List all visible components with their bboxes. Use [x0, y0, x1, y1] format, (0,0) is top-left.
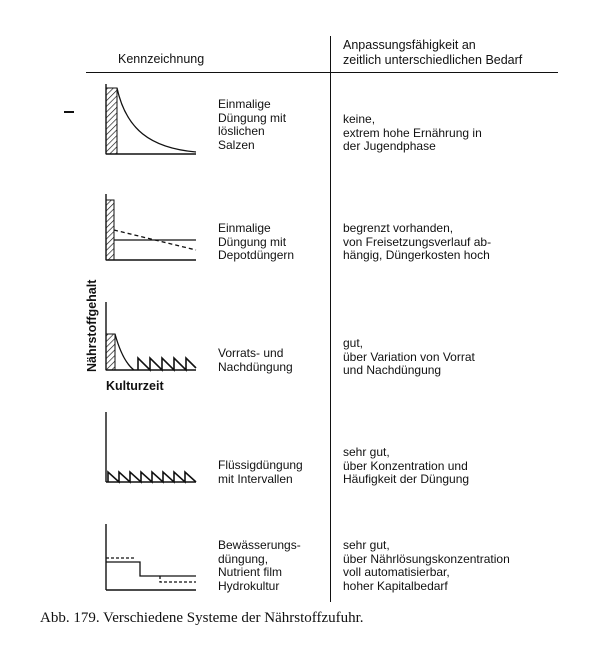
- graph-storage-supplementary: [100, 302, 200, 372]
- x-axis-label: Kulturzeit: [106, 379, 164, 393]
- stray-mark: [64, 111, 74, 113]
- row1-adaptability: keine, extrem hohe Ernährung in der Jugendphase: [343, 112, 482, 153]
- row2-system: Einmalige Düngung mit Depotdüngern: [218, 221, 295, 262]
- graph-depot-fertilizer: [100, 194, 200, 262]
- row5-adaptability: sehr gut, über Nährlösungskonzentration voll automatisierbar, hoher Kapitalbedarf: [343, 538, 510, 593]
- row3-system: Vorrats- und Nachdüngung: [218, 346, 293, 374]
- header-left: Kennzeichnung: [118, 52, 205, 66]
- header-rule: [86, 72, 558, 73]
- row2-adaptability: begrenzt vorhanden, von Freisetzungsverlauf ab- hängig, Düngerkosten hoch: [343, 221, 492, 262]
- row1-system: Einmalige Düngung mit löslichen Salzen: [218, 97, 287, 152]
- graph-fertigation: [100, 524, 200, 592]
- row4-system: Flüssigdüngung mit Intervallen: [218, 458, 303, 486]
- header-right-line-2: zeitlich unterschiedlichen Bedarf: [343, 53, 523, 67]
- column-divider: [330, 36, 331, 602]
- graph-soluble-salts: [100, 84, 200, 156]
- row4-adaptability: sehr gut, über Konzentration und Häufigkeit der Düngung: [343, 445, 470, 486]
- header-right-line-1: Anpassungsfähigkeit an: [343, 38, 476, 52]
- figure-caption: Abb. 179. Verschiedene Systeme der Nährstoffzufuhr.: [40, 610, 364, 626]
- row5-system: Bewässerungs- düngung, Nutrient film Hydrokultur: [218, 538, 301, 593]
- graph-liquid-intervals: [100, 412, 200, 484]
- row3-adaptability: gut, über Variation von Vorrat und Nachdüngung: [343, 336, 475, 377]
- y-axis-label: Nährstoffgehalt: [85, 279, 99, 372]
